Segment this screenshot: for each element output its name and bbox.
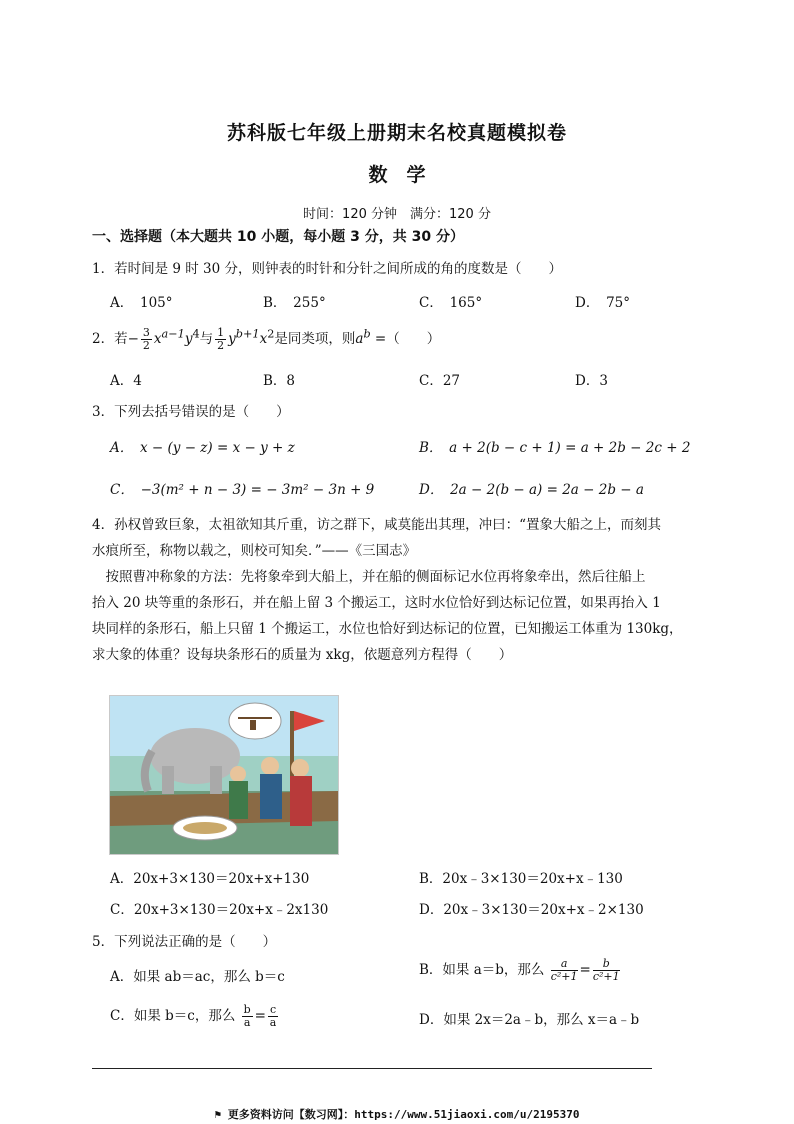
q2-stem: 2．若− $\frac{3}{2}$ $x^{a-1}y^4$与 $\frac{1}{2}$ $y^{b+1}x^2$是同类项，则$a^b$ =（ ） — [92, 326, 441, 352]
flag-icon: ⚑ — [214, 1108, 228, 1121]
exam-title: 苏科版七年级上册期末名校真题模拟卷 — [226, 122, 567, 144]
q5-option-b: B．如果 a＝b，那么 $\frac{a}{\text{c²+1}}$ = $\frac{b}{\text{c²+1}}$ — [419, 957, 620, 983]
q5-option-d: D．如果 2x＝2a﹣b，那么 x＝a﹣b — [419, 1012, 640, 1028]
section-heading: 一、选择题（本大题共 10 小题，每小题 3 分，共 30 分） — [92, 229, 464, 245]
elephant-weighing-illustration — [109, 695, 339, 855]
q4-option-a: A．20x+3×130＝20x+x+130 — [110, 871, 310, 887]
q2-option-b: B．8 — [263, 373, 296, 389]
q3-option-a: A． x − (y − z) = x − y + z — [110, 440, 295, 456]
exam-meta: 时间：120 分钟 满分：120 分 — [303, 207, 491, 222]
q1-option-c: C． 165° — [419, 295, 483, 311]
q2-fraction-1: $\frac{3}{2}$ — [142, 326, 150, 352]
q3-stem: 3．下列去括号错误的是（ ） — [92, 404, 290, 420]
subject-title: 数 学 — [368, 164, 426, 186]
q5-option-c: C．如果 b＝c，那么 $\frac{b}{a}$ = $\frac{c}{a}$ — [110, 1003, 277, 1029]
q4-option-b: B．20x﹣3×130＝20x+x﹣130 — [419, 871, 623, 887]
q2-option-a: A．4 — [110, 373, 142, 389]
illustration-svg — [110, 696, 338, 854]
q1-option-a: A． 105° — [110, 295, 173, 311]
q1-stem: 1．若时间是 9 时 30 分，则钟表的时针和分针之间所成的角的度数是（ ） — [92, 261, 563, 277]
q4-option-c: C．20x+3×130＝20x+x﹣2x130 — [110, 902, 329, 918]
q3-option-d: D． 2a − 2(b − a) = 2a − 2b − a — [419, 482, 644, 498]
q4-option-d: D．20x﹣3×130＝20x+x﹣2×130 — [419, 902, 644, 918]
q4-passage: 4．孙权曾致巨象，太祖欲知其斤重，访之群下，咸莫能出其理，冲曰：“置象大船之上，而刻其 水痕所至，称物以载之，则校可知矣．”——《三国志》 按照曹冲称象的方法：先将象牵到大船上，并在船的侧面标记水位再将象牵出，然后往船上 抬入 20 块等重的条形石，并在船上留 3 个搬运工，这时水位恰好到达标记位置，如果再抬入 1 块同样的条形石，船上只留 1 个搬运工，水位也恰好到达标记的位置，已知搬运工体重为 130kg， 求大象的体重？设每块条形石的质量为 xkg，依题意列方程得（ ） — [92, 517, 683, 663]
q2-fraction-2: $\frac{1}{2}$ — [217, 326, 225, 352]
q5-stem: 5．下列说法正确的是（ ） — [92, 934, 277, 950]
q3-option-b: B． a + 2(b − c + 1) = a + 2b − 2c + 2 — [419, 440, 691, 456]
footer-divider — [92, 1068, 652, 1069]
q2-option-d: D．3 — [575, 373, 608, 389]
footer-link[interactable]: ⚑ 更多资料访问【数习网】：https://www.51jiaoxi.com/u/2195370 — [214, 1108, 580, 1121]
q1-option-b: B． 255° — [263, 295, 326, 311]
q2-option-c: C．27 — [419, 373, 461, 389]
q1-option-d: D． 75° — [575, 295, 631, 311]
q5-option-a: A．如果 ab＝ac，那么 b＝c — [110, 969, 285, 985]
q3-option-c: C． −3(m² + n − 3) = − 3m² − 3n + 9 — [110, 482, 375, 498]
